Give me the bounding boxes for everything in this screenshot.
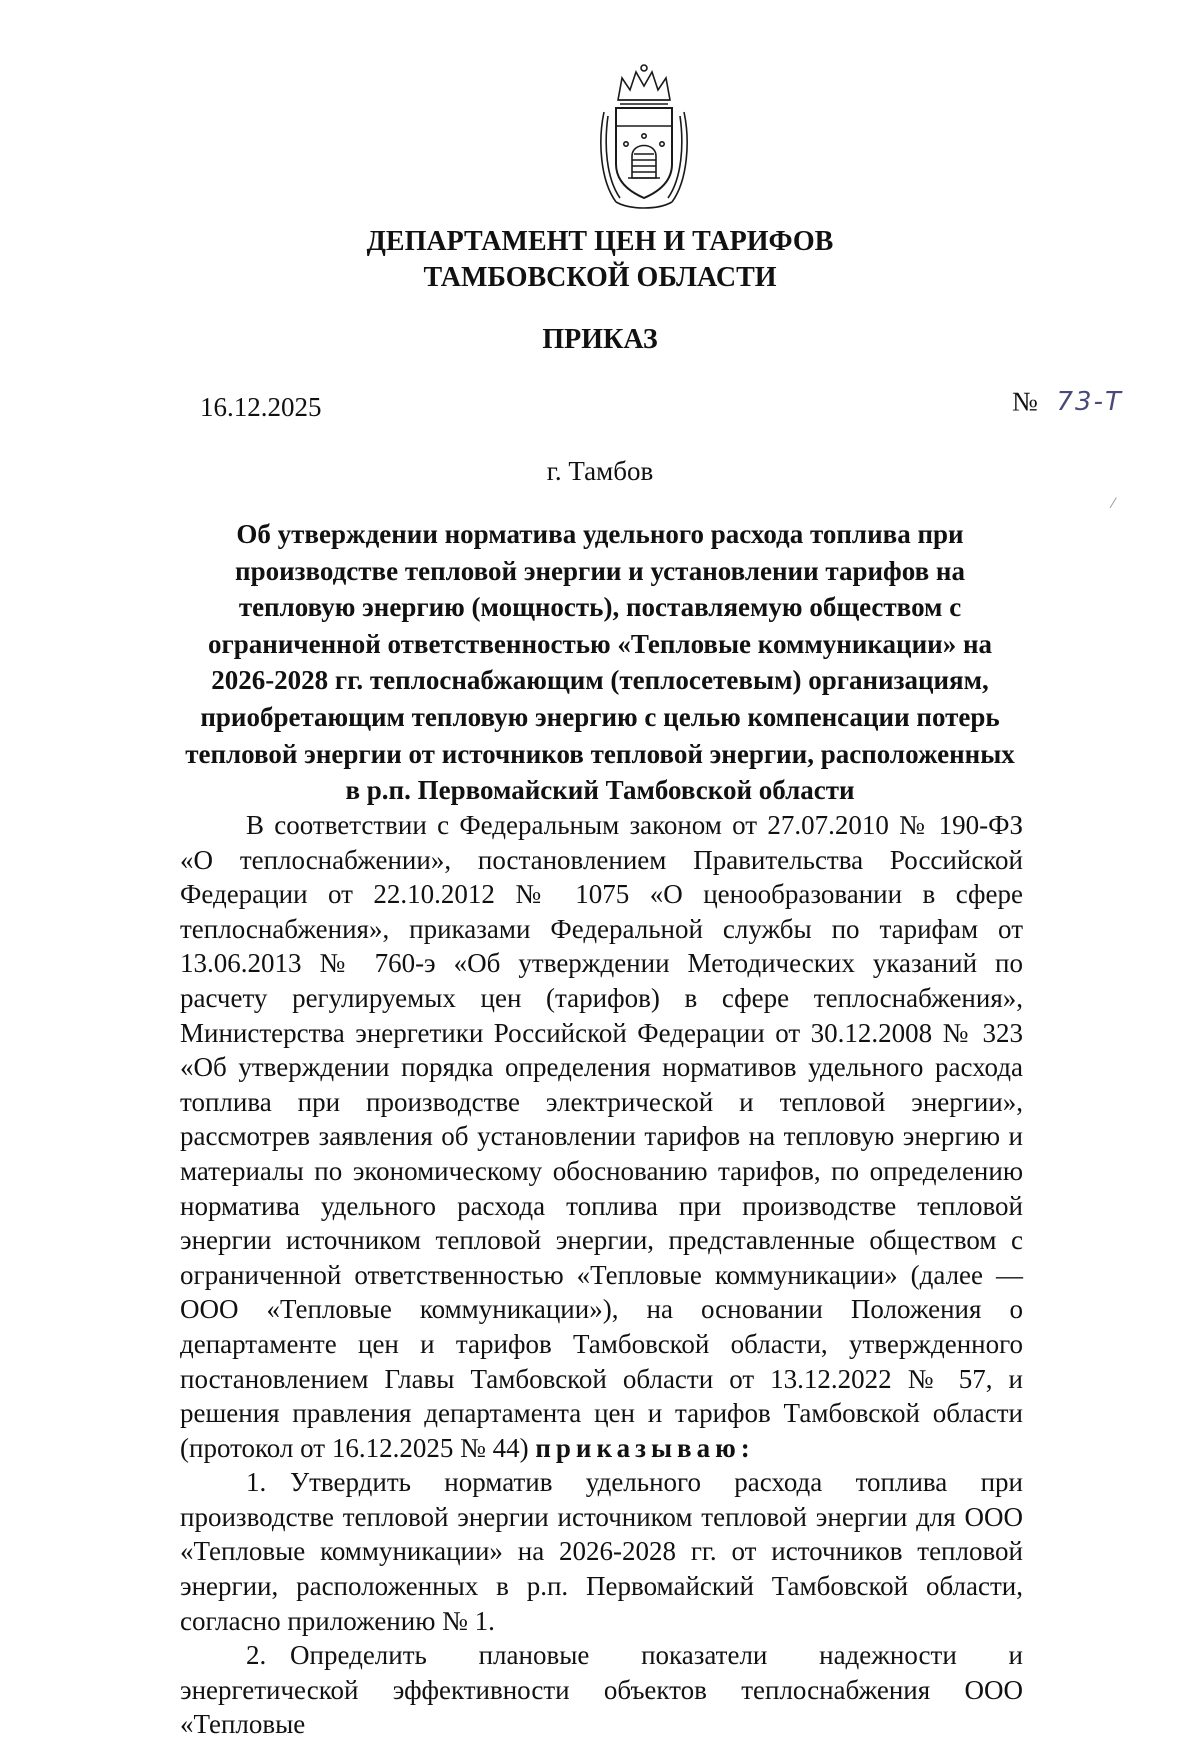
order-item-number: 1.: [246, 1467, 267, 1498]
department-name-line1: ДЕПАРТАМЕНТ ЦЕН И ТАРИФОВ: [366, 226, 834, 257]
order-number-label: №: [1012, 386, 1038, 417]
order-item-2: [180, 1638, 1023, 1742]
order-date: 16.12.2025: [200, 392, 322, 422]
scan-artifact: ⁄: [1112, 496, 1115, 512]
order-city: г. Тамбов: [546, 456, 654, 486]
order-subject-title: Об утверждении норматива удельного расхода топлива при производстве тепловой энергии и установлении тарифов на тепловую энергию (мощность), поставляемую обществом с ограниченной ответственностью «Тепловые коммуникации» на 2026-2028 гг. теплоснабжающим (теплосетевым) организациям, приобретающим тепловую энергию с целью компенсации потерь тепловой энергии от источников тепловой энергии, расположенных в р.п. Первомайский Тамбовской области: [185, 519, 1015, 806]
order-item-text: Утвердить норматив удельного расхода топлива при производстве тепловой энергии источником тепловой энергии для ООО «Тепловые коммуникации» на 2026-2028 гг. от источников тепловой энергии, расположенных в р.п. Первомайский Тамбовской области, согласно приложению № 1.: [180, 1467, 1023, 1636]
decree-word: приказываю:: [535, 1432, 755, 1463]
order-item-1: [180, 1465, 1023, 1638]
order-number-handwritten: 73-Т: [1056, 386, 1123, 417]
order-body: [180, 808, 1023, 1742]
order-number: [1012, 384, 1123, 417]
document-type-title: ПРИКАЗ: [542, 324, 658, 355]
coat-of-arms-emblem: [596, 60, 692, 210]
department-name-line2: ТАМБОВСКОЙ ОБЛАСТИ: [423, 262, 777, 293]
order-item-text: Определить плановые показатели надежности и энергетической эффективности объектов теплоснабжения ООО «Тепловые: [180, 1640, 1023, 1740]
preamble-paragraph: [180, 808, 1023, 1465]
order-item-number: 2.: [246, 1640, 267, 1671]
preamble-text: В соответствии с Федеральным законом от 27.07.2010 № 190-ФЗ «О теплоснабжении», постановлением Правительства Российской Федерации от 22.10.2012 № 1075 «О ценообразовании в сфере теплоснабжения», приказами Федеральной службы по тарифам от 13.06.2013 № 760-э «Об утверждении Методических указаний по расчету регулируемых цен (тарифов) в сфере теплоснабжения», Министерства энергетики Российской Федерации от 30.12.2008 № 323 «Об утверждении порядка определения нормативов удельного расхода топлива при производстве электрической и тепловой энергии», рассмотрев заявления об установлении тарифов на тепловую энергию и материалы по экономическому обоснованию тарифов, по определению норматива удельного расхода топлива при производстве тепловой энергии источником тепловой энергии, представленные обществом с ограниченной ответственностью «Тепловые коммуникации» (далее — ООО «Тепловые коммуникации»), на основании Положения о департаменте цен и тарифов Тамбовской области, утвержденного постановлением Главы Тамбовской области от 13.12.2022 № 57, и решения правления департамента цен и тарифов Тамбовской области (протокол от 16.12.2025 № 44): [180, 810, 1023, 1463]
